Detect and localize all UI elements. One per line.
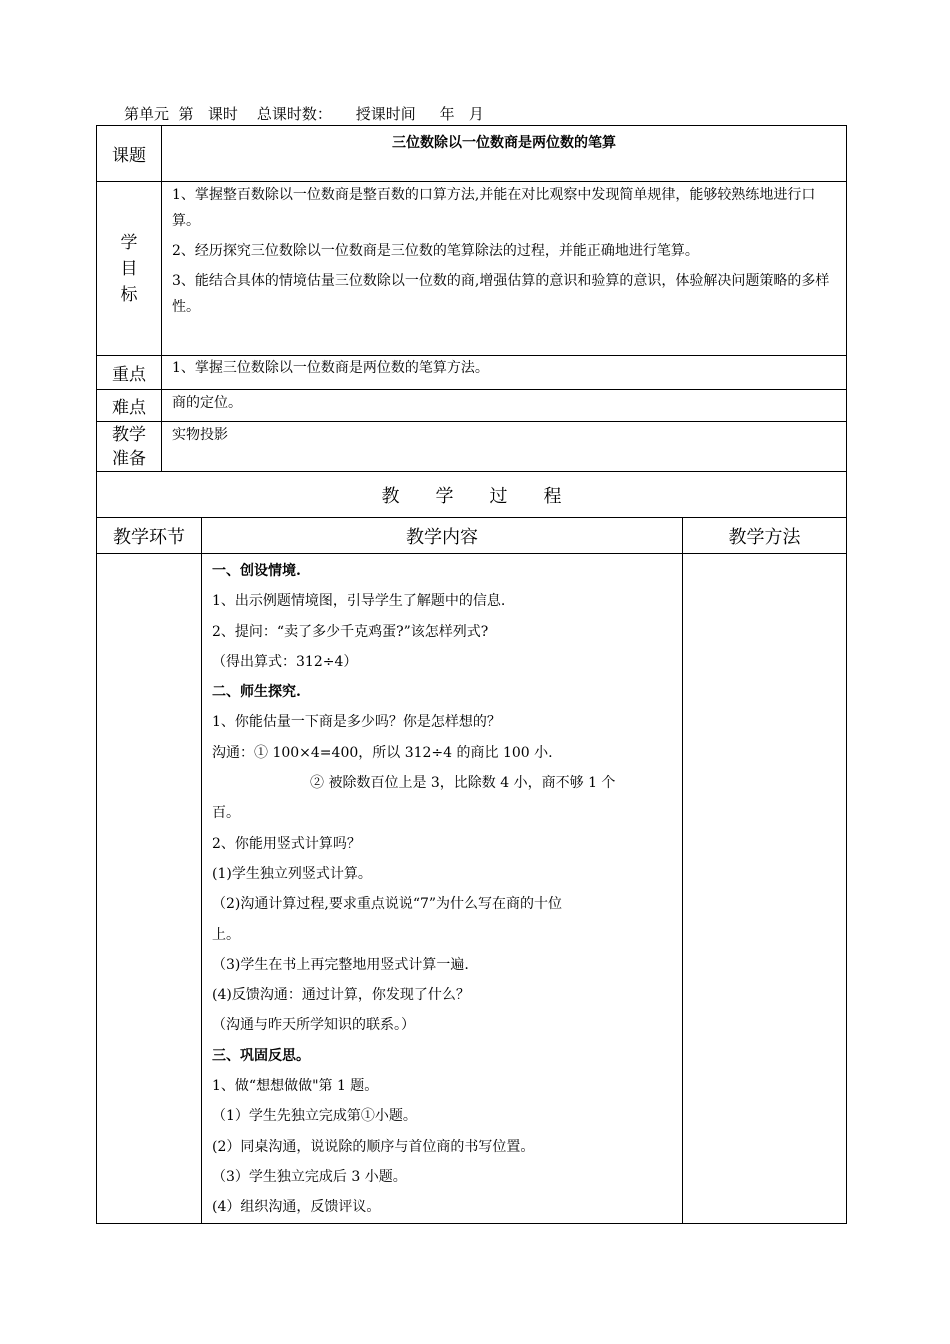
process-line: (4）组织沟通，反馈评议。 (212, 1199, 381, 1216)
process-line: 上。 (212, 926, 240, 943)
key-label: 重点 (97, 356, 162, 390)
process-line: 2、你能用竖式计算吗？ (212, 835, 361, 852)
process-line: 三、巩固反思。 (212, 1047, 310, 1064)
goal-item: 3、能结合具体的情境估量三位数除以一位数的商,增强估算的意识和验算的意识，体验解决问题策略的多样性。 (172, 273, 830, 315)
goals-label (97, 182, 162, 356)
goals-label-3: 标 (120, 285, 138, 305)
process-lines (212, 556, 674, 1223)
col-stage-header: 教学环节 (97, 518, 202, 554)
topic-label: 课题 (97, 126, 162, 182)
process-line: (2）同桌沟通，说说除的顺序与首位商的书写位置。 (212, 1138, 535, 1155)
col-content-header: 教学内容 (202, 518, 683, 554)
goals-label-1: 学 (120, 233, 138, 253)
process-line: 1、你能估量一下商是多少吗？你是怎样想的？ (212, 714, 501, 731)
process-line: 二、师生探究. (212, 684, 301, 701)
difficulty-label: 难点 (97, 390, 162, 422)
process-line: ② 被除数百位上是 3，比除数 4 小，商不够 1 个 (310, 775, 616, 792)
prep-content: 实物投影 (162, 422, 847, 472)
lesson-plan-table (96, 125, 847, 1224)
process-line: （沟通与昨天所学知识的联系。） (212, 1017, 415, 1034)
goal-item: 2、经历探究三位数除以一位数商是三位数的笔算除法的过程，并能正确地进行笔算。 (172, 243, 699, 259)
prep-label-line-1: 教学 (112, 424, 146, 445)
method-cell (683, 554, 847, 1224)
process-line: 1、做“想想做做"第 1 题。 (212, 1078, 379, 1095)
goal-item: 1、掌握整百数除以一位数商是整百数的口算方法,并能在对比观察中发现简单规律，能够较熟练地进行口算。 (172, 187, 816, 229)
stage-cell (97, 554, 202, 1224)
process-line: （1）学生先独立完成第①小题。 (212, 1108, 417, 1125)
process-line: （2)沟通计算过程,要求重点说说“7”为什么写在商的十位 (212, 896, 563, 913)
lesson-topic: 三位数除以一位数商是两位数的笔算 (162, 126, 847, 182)
process-content (202, 554, 683, 1224)
col-method-header: 教学方法 (683, 518, 847, 554)
key-point: 1、掌握三位数除以一位数商是两位数的笔算方法。 (162, 356, 847, 390)
goals-content (162, 182, 847, 356)
lesson-header: 第单元 第 课时 总课时数： 授课时间 年 月 (124, 105, 484, 123)
goals-label-2: 目 (120, 259, 138, 279)
process-line: （得出算式：312÷4） (212, 653, 358, 670)
prep-label (97, 422, 162, 472)
process-title: 教 学 过 程 (97, 472, 847, 518)
process-line: 1、出示例题情境图，引导学生了解题中的信息. (212, 593, 506, 610)
process-line: 一、创设情境. (212, 563, 301, 579)
process-line: 百。 (212, 805, 240, 822)
process-line: (4)反馈沟通：通过计算，你发现了什么？ (212, 987, 470, 1004)
process-line: 沟通：① 100×4=400，所以 312÷4 的商比 100 小. (212, 744, 553, 761)
process-line: （3)学生在书上再完整地用竖式计算一遍. (212, 956, 469, 973)
process-line: (1)学生独立列竖式计算。 (212, 865, 372, 882)
prep-label-line-2: 准备 (112, 448, 146, 469)
process-line: 2、提问：“卖了多少千克鸡蛋?”该怎样列式? (212, 623, 489, 640)
process-line: （3）学生独立完成后 3 小题。 (212, 1168, 407, 1185)
difficulty-point: 商的定位。 (162, 390, 847, 422)
